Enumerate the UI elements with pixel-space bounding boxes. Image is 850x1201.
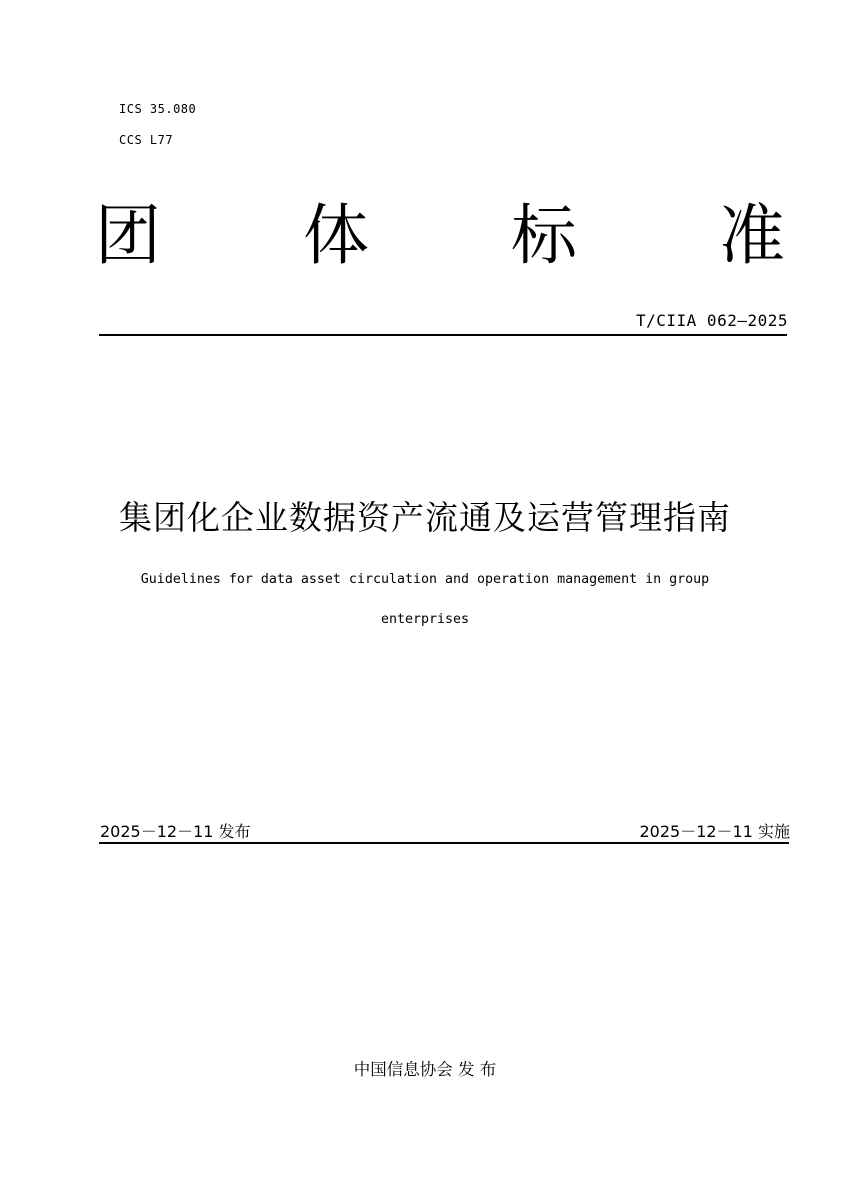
- publisher: 中国信息协会 发 布: [353, 1060, 497, 1079]
- document-title-en-line2: enterprises: [380, 612, 470, 627]
- ccs-code: CCS L77: [119, 133, 174, 147]
- ics-code: ICS 35.080: [119, 102, 197, 116]
- document-title-cn: 集团化企业数据资产流通及运营管理指南: [119, 498, 731, 537]
- standard-number: T/CIIA 062—2025: [636, 311, 788, 330]
- title-char-2: 体: [303, 197, 369, 274]
- title-char-4: 准: [719, 197, 785, 274]
- title-char-1: 团: [95, 197, 161, 274]
- title-char-3: 标: [511, 197, 577, 274]
- footer-divider: [99, 842, 789, 844]
- standard-type-title: [95, 196, 785, 276]
- document-title-en-line1: Guidelines for data asset circulation and operation management in group: [140, 572, 710, 587]
- implement-date: 2025－12－11 实施: [639, 822, 790, 841]
- header-divider: [99, 334, 787, 336]
- publish-date: 2025－12－11 发布: [100, 822, 251, 841]
